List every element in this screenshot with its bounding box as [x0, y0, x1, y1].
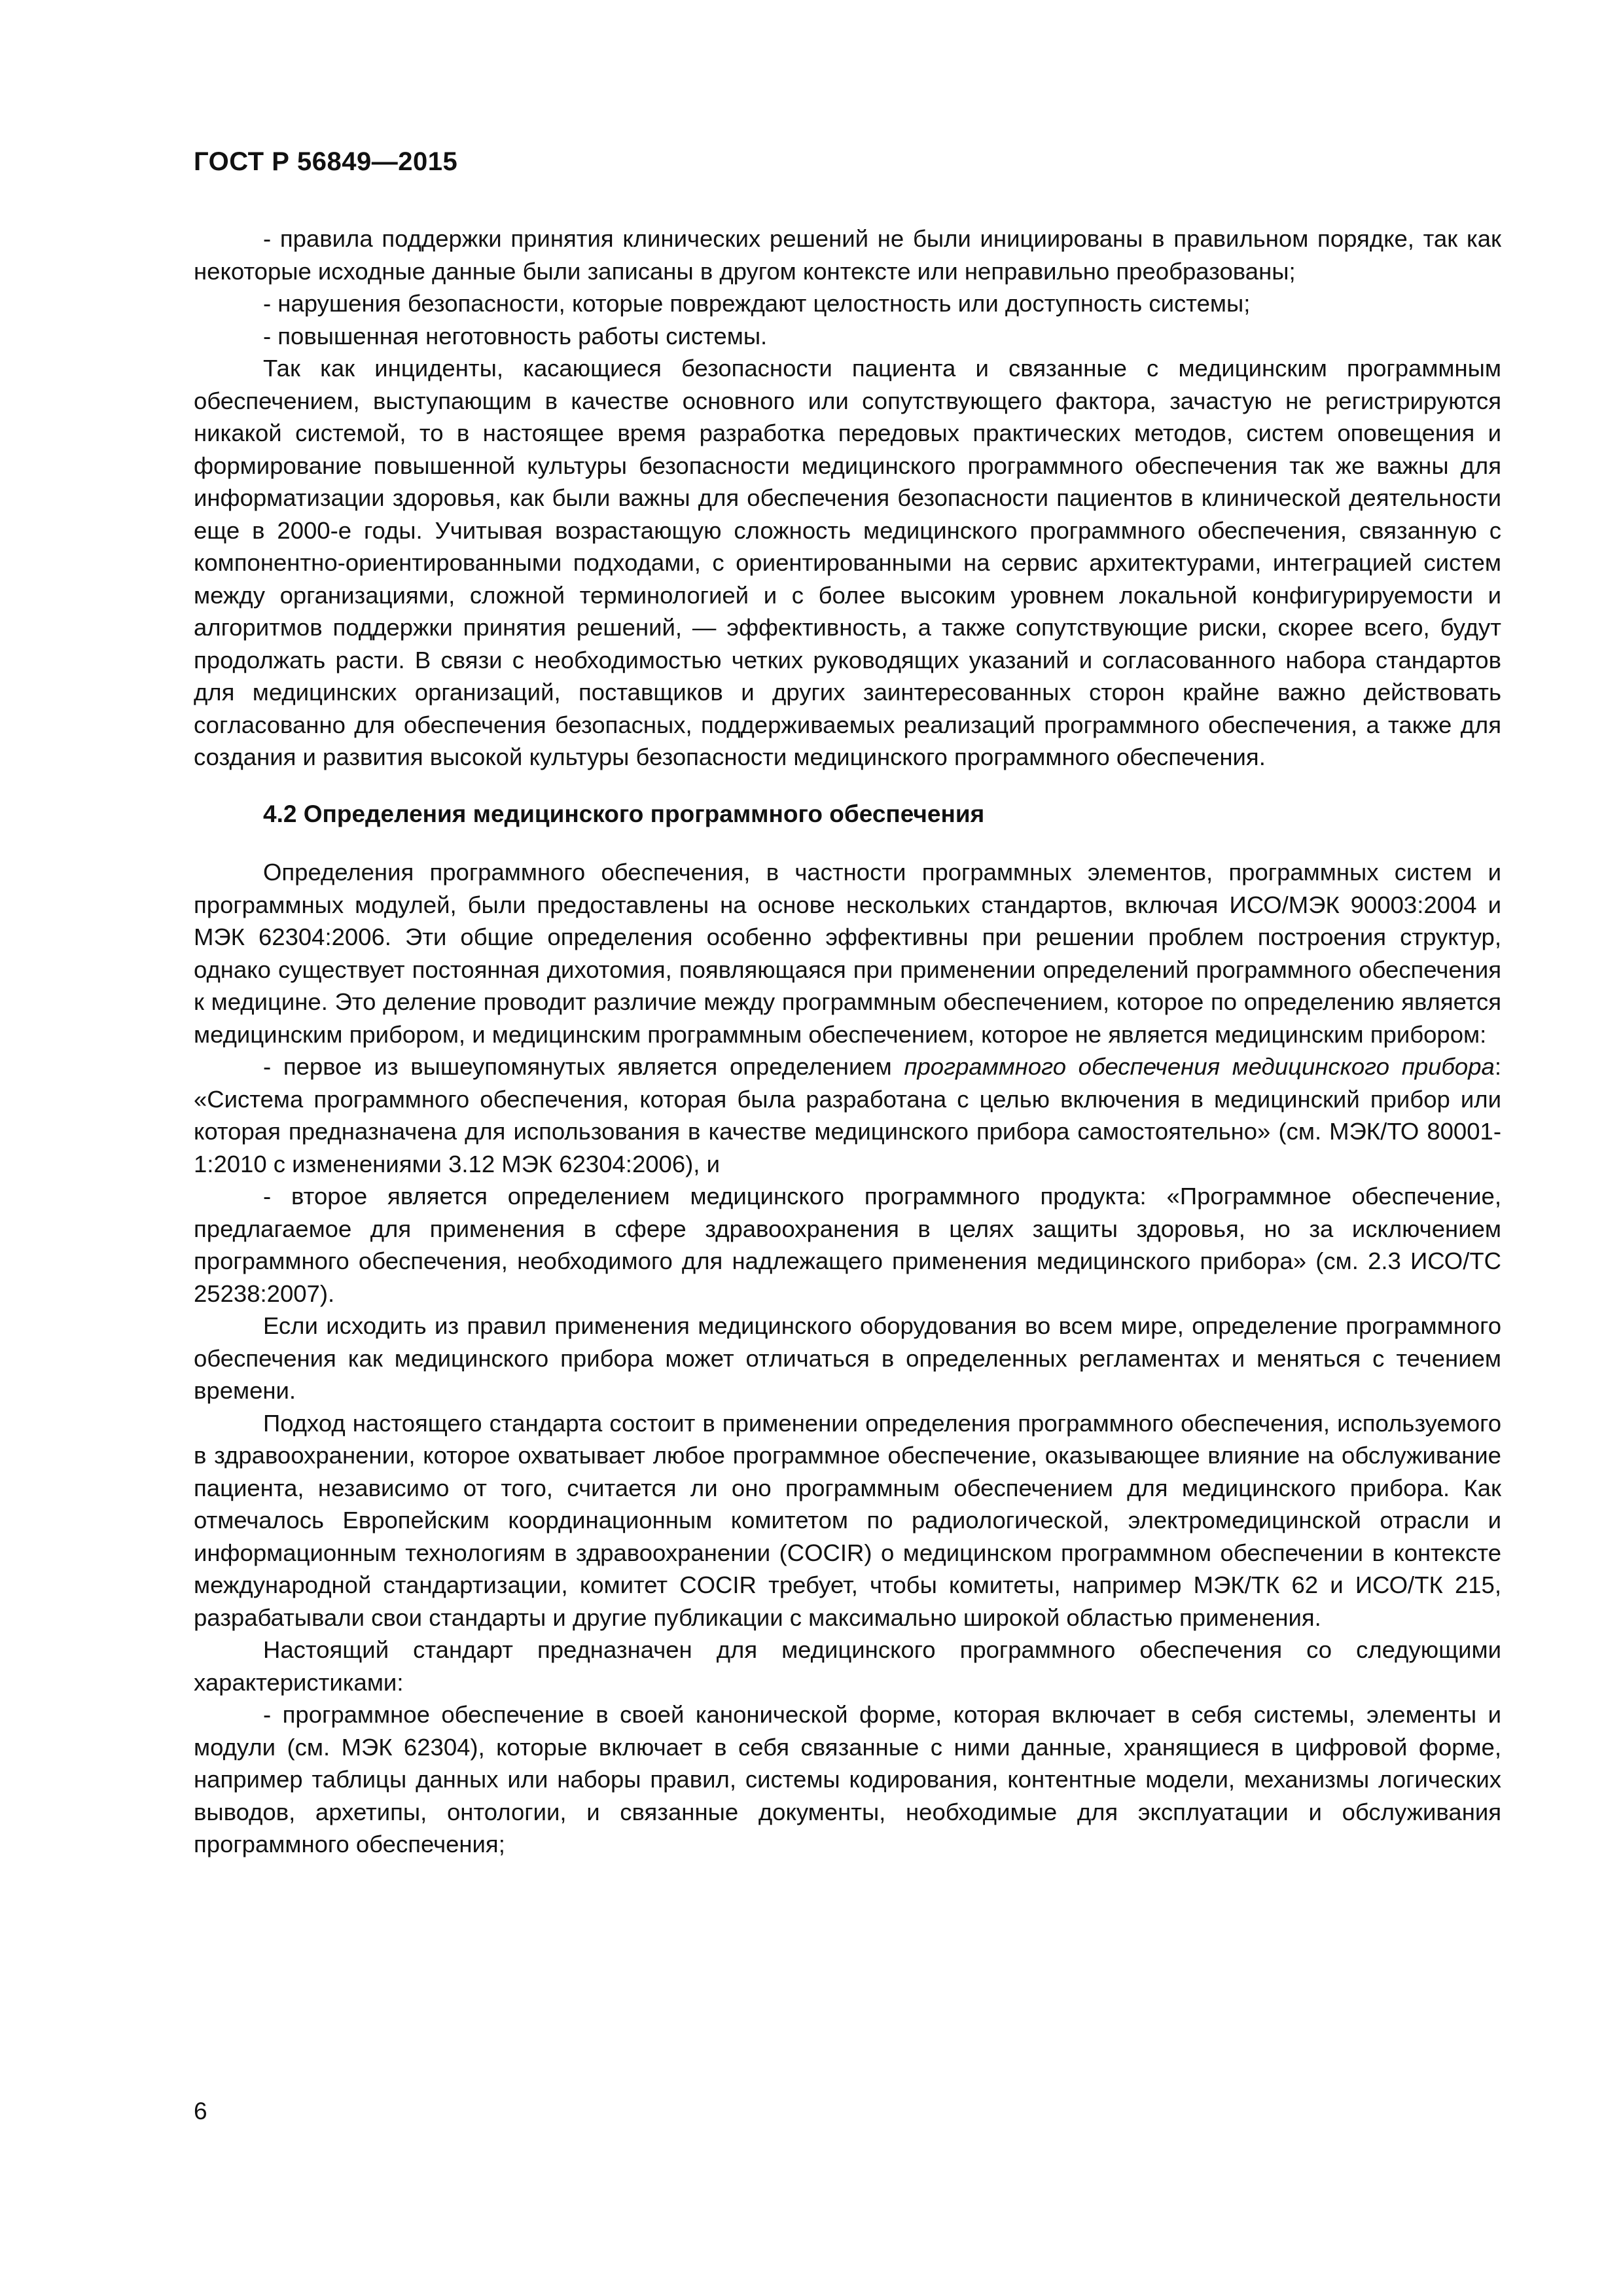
- paragraph-definitions: Определения программного обеспечения, в частности программных элементов, программных систем и программных модулей, были предоставлены на основе нескольких стандартов, включая ИСО/МЭК 90003:2004 и МЭК 62304:2006. Эти общие определения особенно эффективны при решении проблем построения структур, однако существует постоянная дихотомия, появляющаяся при применении определений программного обеспечения к медицине. Это деление проводит различие между программным обеспечением, которое по определению является медицинским прибором, и медицинским программным обеспечением, которое не является медицинским прибором:: [194, 859, 1501, 1048]
- document-body: [194, 223, 1501, 1861]
- list-item: - нарушения безопасности, которые повреждают целостность или доступность системы;: [263, 290, 1251, 317]
- paragraph-rules: Если исходить из правил применения медицинского оборудования во всем мире, определение программного обеспечения как медицинского прибора может отличаться в определенных регламентах и меняться с течением времени.: [194, 1312, 1501, 1404]
- list-item-scope: - программное обеспечение в своей канонической форме, которая включает в себя системы, элементы и модули (см. МЭК 62304), которые включает в себя связанные с ними данные, хранящиеся в цифровой форме, например таблицы данных или наборы правил, системы кодирования, контентные модели, механизмы логических выводов, архетипы, онтологии, и связанные документы, необходимые для эксплуатации и обслуживания программного обеспечения;: [194, 1701, 1501, 1857]
- paragraph-approach: Подход настоящего стандарта состоит в применении определения программного обеспечения, используемого в здравоохранении, которое охватывает любое программное обеспечение, оказывающее влияние на обслуживание пациента, независимо от того, считается ли оно программным обеспечением для медицинского прибора. Как отмечалось Европейским координационным комитетом по радиологической, электромедицинской отрасли и информационным технологиям в здравоохранении (COCIR) о медицинском программном обеспечении в контексте международной стандартизации, комитет COCIR требует, чтобы комитеты, например МЭК/ТК 62 и ИСО/ТК 215, разрабатывали свои стандарты и другие публикации с максимально широкой областью применения.: [194, 1409, 1501, 1631]
- list-item-first-definition: [194, 1050, 1501, 1180]
- first-item-suffix: : «Система программного обеспечения, которая была разработана с целью включения в медицинский прибор или которая предназначена для использования в качестве медицинского прибора самостоятельно» (см. МЭК/ТО 80001-1:2010 с изменениями 3.12 МЭК 62304:2006), и: [194, 1053, 1501, 1177]
- paragraph-scope: Настоящий стандарт предназначен для медицинского программного обеспечения со следующими характеристиками:: [194, 1636, 1501, 1696]
- first-item-prefix: - первое из вышеупомянутых является определением: [263, 1053, 904, 1080]
- document-code-header: ГОСТ Р 56849—2015: [194, 147, 458, 176]
- list-item: - правила поддержки принятия клинических решений не были инициированы в правильном порядке, так как некоторые исходные данные были записаны в другом контексте или неправильно преобразованы;: [194, 225, 1501, 285]
- first-item-term: программного обеспечения медицинского прибора: [904, 1053, 1495, 1080]
- list-item-second-definition: - второе является определением медицинского программного продукта: «Программное обеспечение, предлагаемое для применения в сфере здравоохранения в целях защиты здоровья, но за исключением программного обеспечения, необходимого для надлежащего применения медицинского прибора» (см. 2.3 ИСО/ТС 25238:2007).: [194, 1183, 1501, 1307]
- page-number: 6: [194, 2098, 207, 2125]
- paragraph-incidents: Так как инциденты, касающиеся безопасности пациента и связанные с медицинским программным обеспечением, выступающим в качестве основного или сопутствующего фактора, зачастую не регистрируются никакой системой, то в настоящее время разработка передовых практических методов, систем оповещения и формирование повышенной культуры безопасности медицинского программного обеспечения так же важны для информатизации здоровья, как были важны для обеспечения безопасности пациентов в клинической деятельности еще в 2000-е годы. Учитывая возрастающую сложность медицинского программного обеспечения, связанную с компонентно-ориентированными подходами, с ориентированными на сервис архитектурами, интеграцией систем между организациями, сложной терминологией и с более высоким уровнем локальной конфигурируемости и алгоритмов поддержки принятия решений, — эффективность, а также сопутствующие риски, скорее всего, будут продолжать расти. В связи с необходимостью четких руководящих указаний и согласованного набора стандартов для медицинских организаций, поставщиков и других заинтересованных сторон крайне важно действовать согласованно для обеспечения безопасных, поддерживаемых реализаций программного обеспечения, а также для создания и развития высокой культуры безопасности медицинского программного обеспечения.: [194, 355, 1501, 770]
- section-heading: 4.2 Определения медицинского программного обеспечения: [263, 800, 985, 827]
- list-item: - повышенная неготовность работы системы.: [263, 322, 768, 350]
